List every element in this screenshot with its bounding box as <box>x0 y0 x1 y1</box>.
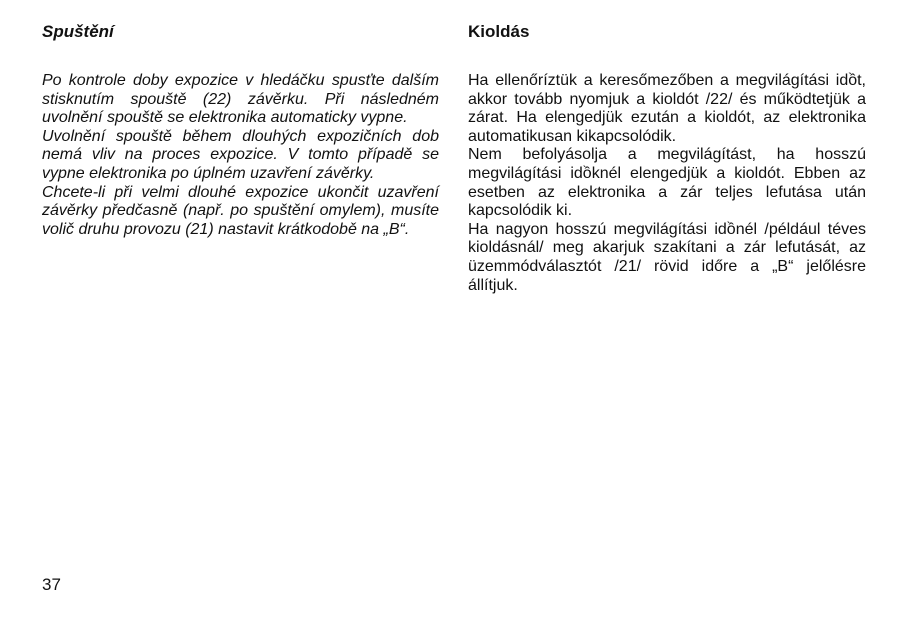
paragraph-cz-2: Uvolnění spouště během dlouhých expozičních dob nemá vliv na proces expozice. V tomto případě se vypne elektronika po úplném uzavření závěrky. <box>42 127 439 182</box>
section-heading-hu: Kioldás <box>468 22 530 41</box>
paragraph-cz-3: Chcete-li při velmi dlouhé expozice ukončit uzavření závěrky předčasně (např. po spuštění omylem), musíte volič druhu provozu (21) nastavit krátkodobě na „B“. <box>42 183 439 238</box>
paragraph-hu-1: Ha ellenőríztük a keresőmezőben a megvilágítási idồt, akkor tovább nyomjuk a kioldót /22/ és működtetjük a zárat. Ha elengedjük ezután a kioldót, az elektronika automatikusan kikapcsolódik. <box>468 72 866 145</box>
czech-column <box>42 22 439 239</box>
paragraph-hu-3: Ha nagyon hosszú megvilágítási idồnél /például téves kioldásnál/ meg akarjuk szakítani a zár lefutását, az üzemmódválasztót /21/ rövid időre a „B“ jelőlésre állítjuk. <box>468 220 866 294</box>
paragraph-cz-1: Po kontrole doby expozice v hledáčku spusťte dalším stisknutím spouště (22) závěrku. Při následném uvolnění spouště se elektronika automaticky vypne. <box>42 72 439 127</box>
section-heading-cz: Spuštění <box>42 22 114 41</box>
paragraph-hu-2: Nem befolyásolja a megvilágítást, ha hosszú megvilágítási idồknél elengedjük a kioldót. Ebben az esetben az elektronika a zár teljes lefutása után kapcsolódik ki. <box>468 146 866 220</box>
page-number: 37 <box>42 575 61 594</box>
hungarian-column <box>468 22 866 295</box>
